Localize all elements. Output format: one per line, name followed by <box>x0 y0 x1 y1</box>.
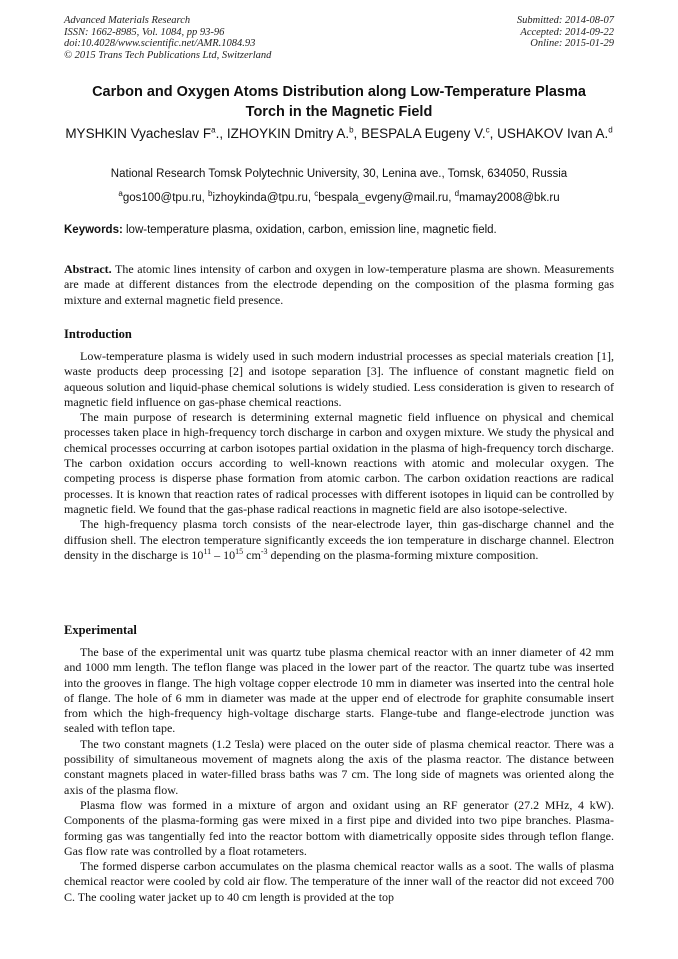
issn-info: ISSN: 1662-8985, Vol. 1084, pp 93-96 <box>64 26 225 38</box>
email-2-mark: b <box>208 189 213 199</box>
author-1: MYSHKIN Vyacheslav F <box>65 126 212 141</box>
author-4-mark: d <box>608 125 613 135</box>
keywords-label: Keywords: <box>64 224 123 236</box>
intro-p3-text-a: The high-frequency plasma torch consists of the near-electrode layer, thin gas-discharge channel and the diffusion shell. The electron temperature significantly exceeds the ion temperature in discharge channel. Electron density in the discharge is 10 <box>64 517 614 562</box>
email-4[interactable]: mamay2008@bk.ru <box>459 192 560 204</box>
abstract <box>64 262 614 308</box>
submitted-date: Submitted: 2014-08-07 <box>516 15 614 26</box>
exp-paragraph-3: Plasma flow was formed in a mixture of argon and oxidant using an RF generator (27.2 MHz, 4 kW). Components of the plasma-forming gas were mixed in a first pipe and divided into two pipe branches. Plasma-forming gas was tangentially fed into the reactor bottom with diametrically opposite sides through teflon flange. Gas flow rate was controlled by a float rotameters. <box>64 797 614 858</box>
affiliation: National Research Tomsk Polytechnic University, 30, Lenina ave., Tomsk, 634050, Russia <box>110 168 568 180</box>
email-3-mark: c <box>314 189 319 199</box>
author-3-mark: c <box>485 125 490 135</box>
introduction-heading: Introduction <box>64 327 132 341</box>
exp-paragraph-1: The base of the experimental unit was quartz tube plasma chemical reactor with an inner diameter of 42 mm and 1000 mm length. The teflon flange was placed in the lower part of the reactor. The quartz tube was inserted into the grooves in flange. The high voltage copper electrode 10 mm in diameter was inserted into the central hole of flange. The hole of 6 mm in diameter was made at the upper end of electrode for graphite consumable insert from which the high-frequency high-voltage discharge starts. Flange-tube and flange-electrode junction was sealed with teflon tape. <box>64 645 614 736</box>
exponent-minus-3: -3 <box>260 546 268 556</box>
exponent-11: 11 <box>203 546 212 556</box>
author-1-mark: a <box>211 125 216 135</box>
intro-paragraph-2: The main purpose of research is determining external magnetic field influence on physical and chemical processes taken place in high-frequency torch discharge in carbon and oxygen mixture. We study the physical and chemical processes occurring at carbon isotopes partial oxidation in the plasma of high-frequency torch discharge. The carbon oxidation occurs according to well-known reactions with atomic and molecular oxygen. The competing process is disperse phase formation from atomic carbon. The carbon oxidation reactions are radical processes. It is known that reaction rates of radical processes with different isotopes in liquid can be controlled by magnetic field. We found that the gas-phase radical reactions in magnetic field are also isotope-selective. <box>64 410 614 516</box>
experimental-heading: Experimental <box>64 623 137 637</box>
abstract-label: Abstract. <box>64 262 112 276</box>
paper-title <box>40 82 638 122</box>
abstract-text: The atomic lines intensity of carbon and oxygen in low-temperature plasma are shown. Measurements are made at different distances from the electrode depending on the composition of the plasma forming gas mixture and external magnetic field presence. <box>64 262 614 307</box>
accepted-date: Accepted: 2014-09-22 <box>520 26 614 38</box>
intro-p3-text-b: – 10 <box>211 547 236 562</box>
email-3[interactable]: bespala_evgeny@mail.ru <box>318 192 449 204</box>
intro-paragraph-3 <box>64 517 614 563</box>
journal-name: Advanced Materials Research <box>64 15 191 26</box>
author-list: MYSHKIN Vyacheslav $F^a$., IZHOYKIN Dmitry A.$^b$, BESPALA Eugeny V.$^c$, USHAKOV Ivan A.$^d$ <box>65 125 613 141</box>
exp-paragraph-4: The formed disperse carbon accumulates on the plasma chemical reactor walls as a soot. The walls of plasma chemical reactor were cooled by cold air flow. The temperature of the inner wall of the reactor did not exceed 700 C. The cooling water jacket up to 40 cm length is provided at the top <box>64 859 614 904</box>
exp-paragraph-2: The two constant magnets (1.2 Tesla) were placed on the outer side of plasma chemical reactor. There was a possibility of simultaneous movement of magnets along the axis of the plasma reactor. The distance between constant magnets placed in water-filled brass baths was 7 cm. The long side of magnets was oriented along the axis of the plasma flow. <box>64 736 614 797</box>
exponent-15: 15 <box>235 546 244 556</box>
title-line-1: Carbon and Oxygen Atoms Distribution along Low-Temperature Plasma <box>92 84 586 100</box>
author-3: BESPALA Eugeny V. <box>361 126 486 141</box>
title-line-2: Torch in the Magnetic Field <box>245 104 433 120</box>
author-2: IZHOYKIN Dmitry A. <box>226 126 350 141</box>
intro-paragraph-1: Low-temperature plasma is widely used in such modern industrial processes as special materials creation [1], waste products deep processing [2] and isotope separation [3]. The influence of constant magnetic field on aqueous solution and liquid-phase chemical solutions is widely studied. Less consideration is given to research of magnetic field influence on gas-phase chemical reactions. <box>64 349 614 409</box>
email-2[interactable]: izhoykinda@tpu.ru <box>212 192 308 204</box>
author-4: USHAKOV Ivan A. <box>497 126 609 141</box>
introduction-body <box>64 349 614 563</box>
email-1[interactable]: gos100@tpu.ru <box>122 192 202 204</box>
author-emails: $^a$gos100@tpu.ru, $^b$izhoykinda@tpu.ru, $^c$bespala_evgeny@mail.ru, $^d$mamay2008@bk.ru <box>118 189 560 204</box>
publication-dates <box>517 15 614 50</box>
experimental-body <box>64 645 614 905</box>
email-1-mark: a <box>118 189 123 199</box>
copyright: © 2015 Trans Tech Publications Ltd, Switzerland <box>64 49 272 61</box>
email-4-mark: d <box>454 189 460 199</box>
keywords-text: low-temperature plasma, oxidation, carbon, emission line, magnetic field. <box>126 224 497 236</box>
author-2-mark: b <box>349 125 354 135</box>
online-date: Online: 2015-01-29 <box>530 38 614 49</box>
doi-link[interactable]: doi:10.4028/www.scientific.net/AMR.1084.93 <box>64 38 256 49</box>
intro-p3-text-c: cm <box>243 547 261 562</box>
publication-info <box>64 15 271 61</box>
keywords <box>64 223 614 237</box>
intro-p3-text-d: depending on the plasma-forming mixture composition. <box>267 547 539 562</box>
